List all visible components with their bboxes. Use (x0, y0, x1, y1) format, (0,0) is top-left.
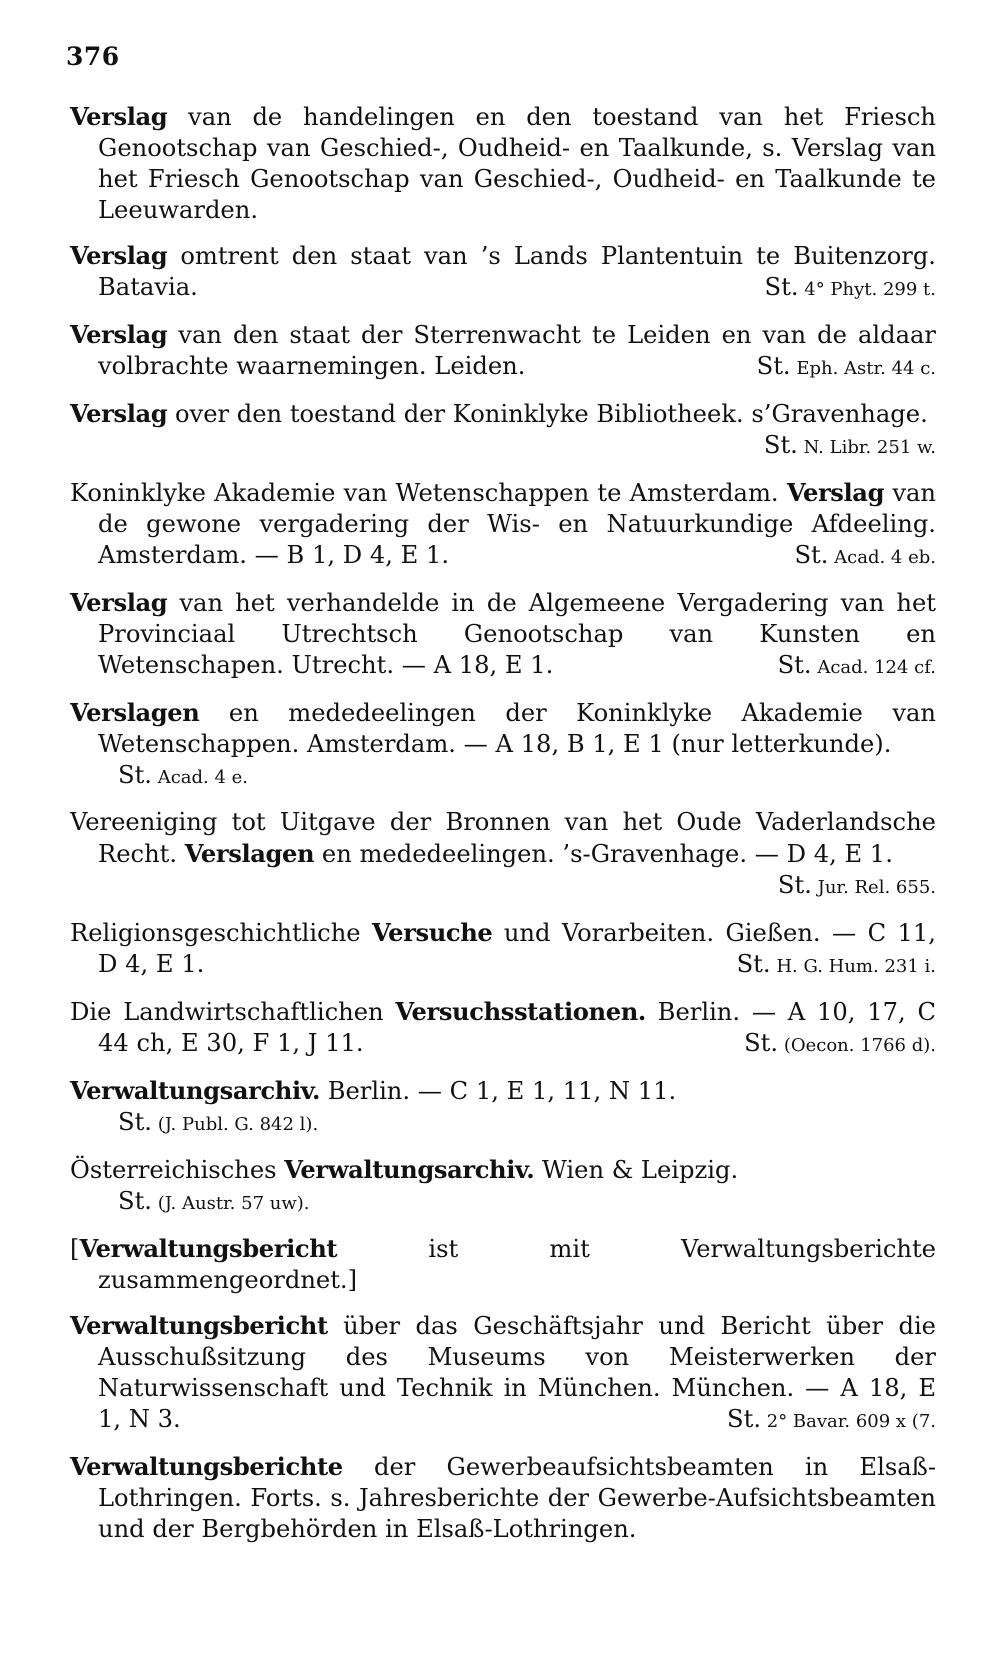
shelfmark-st: St. (727, 1405, 762, 1433)
shelfmark-st: St. (118, 1187, 152, 1215)
entry-text: en mededeelingen. ’s-Gravenhage. — D 4, E 1. (314, 840, 893, 868)
entry-keyword: Verslag (70, 241, 168, 270)
shelfmark-st: St. (736, 950, 771, 978)
shelfmark-code: 4° Phyt. 299 t. (798, 279, 936, 300)
catalog-entry (70, 917, 936, 982)
entry-prefix: Österreichisches (70, 1156, 285, 1184)
shelfmark (98, 1186, 936, 1219)
shelfmark (758, 650, 936, 683)
entry-keyword: Versuche (372, 918, 493, 947)
entry-keyword: Verwaltungsberichte (70, 1452, 343, 1481)
shelfmark (98, 1107, 936, 1140)
shelfmark-st: St. (777, 871, 812, 899)
shelfmark-code: Acad. 4 e. (151, 767, 249, 788)
entry-text: Berlin. — A 10, 17, C 44 ch, E 30, F 1, J 11. (98, 998, 936, 1057)
shelfmark (745, 272, 936, 305)
catalog-entry (70, 477, 936, 573)
entry-prefix: Religionsgeschichtliche (70, 919, 373, 947)
entry-prefix: [ (70, 1235, 80, 1263)
shelfmark-st: St. (763, 431, 798, 459)
shelfmark-st: St. (118, 1108, 152, 1136)
entry-prefix: Vereeniging tot Uitgave der Bronnen van het Oude Vaderlandsche Recht. (70, 808, 936, 868)
shelfmark-code: H. G. Hum. 231 i. (770, 956, 936, 977)
entry-keyword: Versuchsstationen. (395, 997, 646, 1026)
entry-text: ist mit Verwaltungsberichte zusammengeordnet.] (98, 1235, 936, 1294)
shelfmark (774, 540, 936, 573)
entry-text: over den toestand der Koninklyke Bibliotheek. s’Gravenhage. (167, 400, 928, 428)
entry-text: Wien & Leipzig. (534, 1156, 739, 1184)
shelfmark (744, 430, 936, 463)
catalog-entry (70, 1310, 936, 1437)
entry-text: en mededeelingen der Koninklyke Akademie van Wetenschappen. Amsterdam. — A 18, B 1, E 1 (nur letterkunde). (98, 699, 936, 758)
shelfmark (98, 760, 936, 793)
entry-keyword: Verwaltungsbericht (79, 1234, 338, 1263)
catalog-entry (70, 1451, 936, 1545)
entry-text: van de handelingen en den toestand van het Friesch Genootschap van Geschied-, Oudheid- en Taalkunde, s. Verslag van het Friesch Genootschap van Geschied-, Oudheid- en Taalkunde te Leeuwarden. (98, 103, 936, 224)
entry-text: van het verhandelde in de Algemeene Vergadering van het Provinciaal Utrechtsch Genootschap van Kunsten en Wetenschapen. Utrecht. — A 18, E 1. (98, 589, 936, 679)
entry-text: van den staat der Sterrenwacht te Leiden en van de aldaar volbrachte waarnemingen. Leiden. (98, 321, 936, 380)
shelfmark-code: Acad. 4 eb. (828, 547, 936, 568)
shelfmark-code: Jur. Rel. 655. (811, 877, 936, 898)
shelfmark-code: Eph. Astr. 44 c. (790, 358, 936, 379)
entry-keyword: Verslag (786, 478, 885, 507)
shelfmark-code: (J. Austr. 57 uw). (151, 1193, 310, 1214)
shelfmark (724, 1028, 936, 1061)
entry-keyword: Verwaltungsarchiv. (284, 1155, 535, 1184)
shelfmark-st: St. (764, 273, 799, 301)
entry-text: van de gewone vergadering der Wis- en Natuurkundige Afdeeling. Amsterdam. — B 1, D 4, E 1. (98, 479, 936, 569)
entry-keyword: Verslag (70, 588, 168, 617)
shelfmark (737, 351, 936, 384)
entry-keyword: Verslagen (70, 698, 200, 727)
entry-keyword: Verslag (70, 102, 168, 131)
entry-keyword: Verwaltungsbericht (70, 1311, 328, 1340)
shelfmark-code: Acad. 124 cf. (811, 657, 936, 678)
shelfmark (758, 870, 936, 903)
shelfmark-code: 2° Bavar. 609 x (7. (761, 1411, 936, 1432)
catalog-entry (70, 240, 936, 305)
entry-text: über das Geschäftsjahr und Bericht über die Ausschußsitzung des Museums von Meisterwerken der Naturwissenschaft und Technik in München. München. — A 18, E 1, N 3. (98, 1312, 936, 1433)
entry-keyword: Verwaltungsarchiv. (70, 1076, 320, 1105)
entry-text: omtrent den staat van ’s Lands Plantentuin te Buitenzorg. Batavia. (98, 242, 936, 301)
catalog-entry (70, 101, 936, 226)
shelfmark-st: St. (744, 1029, 779, 1057)
shelfmark (707, 1404, 936, 1437)
shelfmark-code: N. Libr. 251 w. (797, 437, 936, 458)
entry-prefix: Die Landwirtschaftlichen (70, 998, 396, 1026)
entry-keyword: Verslag (70, 399, 168, 428)
entry-text: und Vorarbeiten. Gießen. — C 11, D 4, E 1. (98, 919, 936, 978)
shelfmark-st: St. (756, 352, 791, 380)
entry-text: der Gewerbeaufsichtsbeamten in Elsaß-Lothringen. Forts. s. Jahresberichte der Gewerbe-Aufsichtsbeamten und der Bergbehörden in Elsaß-Lothringen. (98, 1453, 936, 1543)
shelfmark-st: St. (118, 761, 152, 789)
shelfmark-st: St. (777, 651, 812, 679)
catalog-entry (70, 697, 936, 793)
entry-prefix: Koninklyke Akademie van Wetenschappen te Amsterdam. (70, 479, 787, 507)
shelfmark-code: (J. Publ. G. 842 l). (151, 1114, 319, 1135)
shelfmark-st: St. (794, 541, 829, 569)
page-number: 376 (66, 42, 120, 71)
catalog-entry (70, 996, 936, 1061)
entry-list (70, 101, 936, 1559)
catalog-entry (70, 1154, 936, 1219)
catalog-entry (70, 319, 936, 384)
shelfmark-code: (Oecon. 1766 d). (778, 1035, 936, 1056)
shelfmark (717, 949, 936, 982)
entry-text: Berlin. — C 1, E 1, 11, N 11. (320, 1077, 677, 1105)
catalog-entry (70, 1233, 936, 1296)
entry-keyword: Verslag (70, 320, 168, 349)
catalog-entry (70, 587, 936, 683)
catalog-entry (70, 1075, 936, 1140)
entry-keyword: Verslagen (184, 839, 315, 868)
catalog-entry (70, 807, 936, 903)
catalog-entry (70, 398, 936, 463)
